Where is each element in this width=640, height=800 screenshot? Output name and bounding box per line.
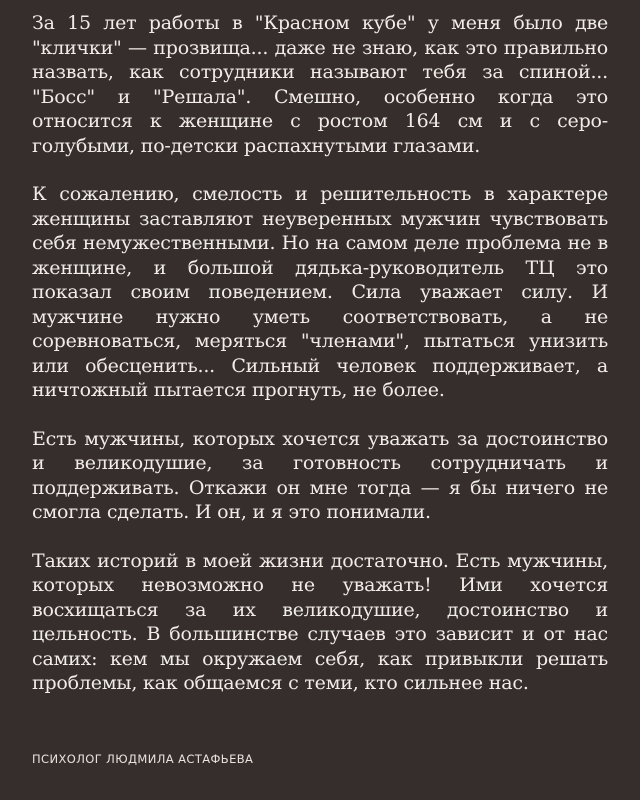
author-signature: ПСИХОЛОГ ЛЮДМИЛА АСТАФЬЕВА — [32, 752, 254, 766]
paragraph-2: К сожалению, смелость и решительность в характере женщины заставляют неуверенных мужчин чувствовать себя немужественными. Но на самом деле проблема не в женщине, и большой дядька-руководитель ТЦ это показал своим поведением. Сила уважает силу. И мужчине нужно уметь соответствовать, а не соревноваться, меряться "членами", пытаться унизить или обесценить... Сильный человек поддерживает, а ничтожный пытается прогнуть, не более. — [32, 183, 608, 401]
paragraph-4: Таких историй в моей жизни достаточно. Есть мужчины, которых невозможно не уважать! Ими хочется восхищаться за их великодушие, достоинство и цельность. В большинстве случаев это зависит и от нас самих: кем мы окружаем себя, как привыкли решать проблемы, как общаемся с теми, кто сильнее нас. — [32, 549, 608, 694]
paragraph-1: За 15 лет работы в "Красном кубе" у меня было две "клички" — прозвища... даже не знаю, как это правильно назвать, как сотрудники называют тебя за спиной... "Босс" и "Решала". Смешно, особенно когда это относится к женщине с ростом 164 см и с серо-голубыми, по-детски распахнутыми глазами. — [32, 12, 608, 157]
paragraph-3: Есть мужчины, которых хочется уважать за достоинство и великодушие, за готовность сотрудничать и поддерживать. Откажи он мне тогда — я бы ничего не смогла сделать. И он, и я это понимали. — [32, 427, 608, 523]
